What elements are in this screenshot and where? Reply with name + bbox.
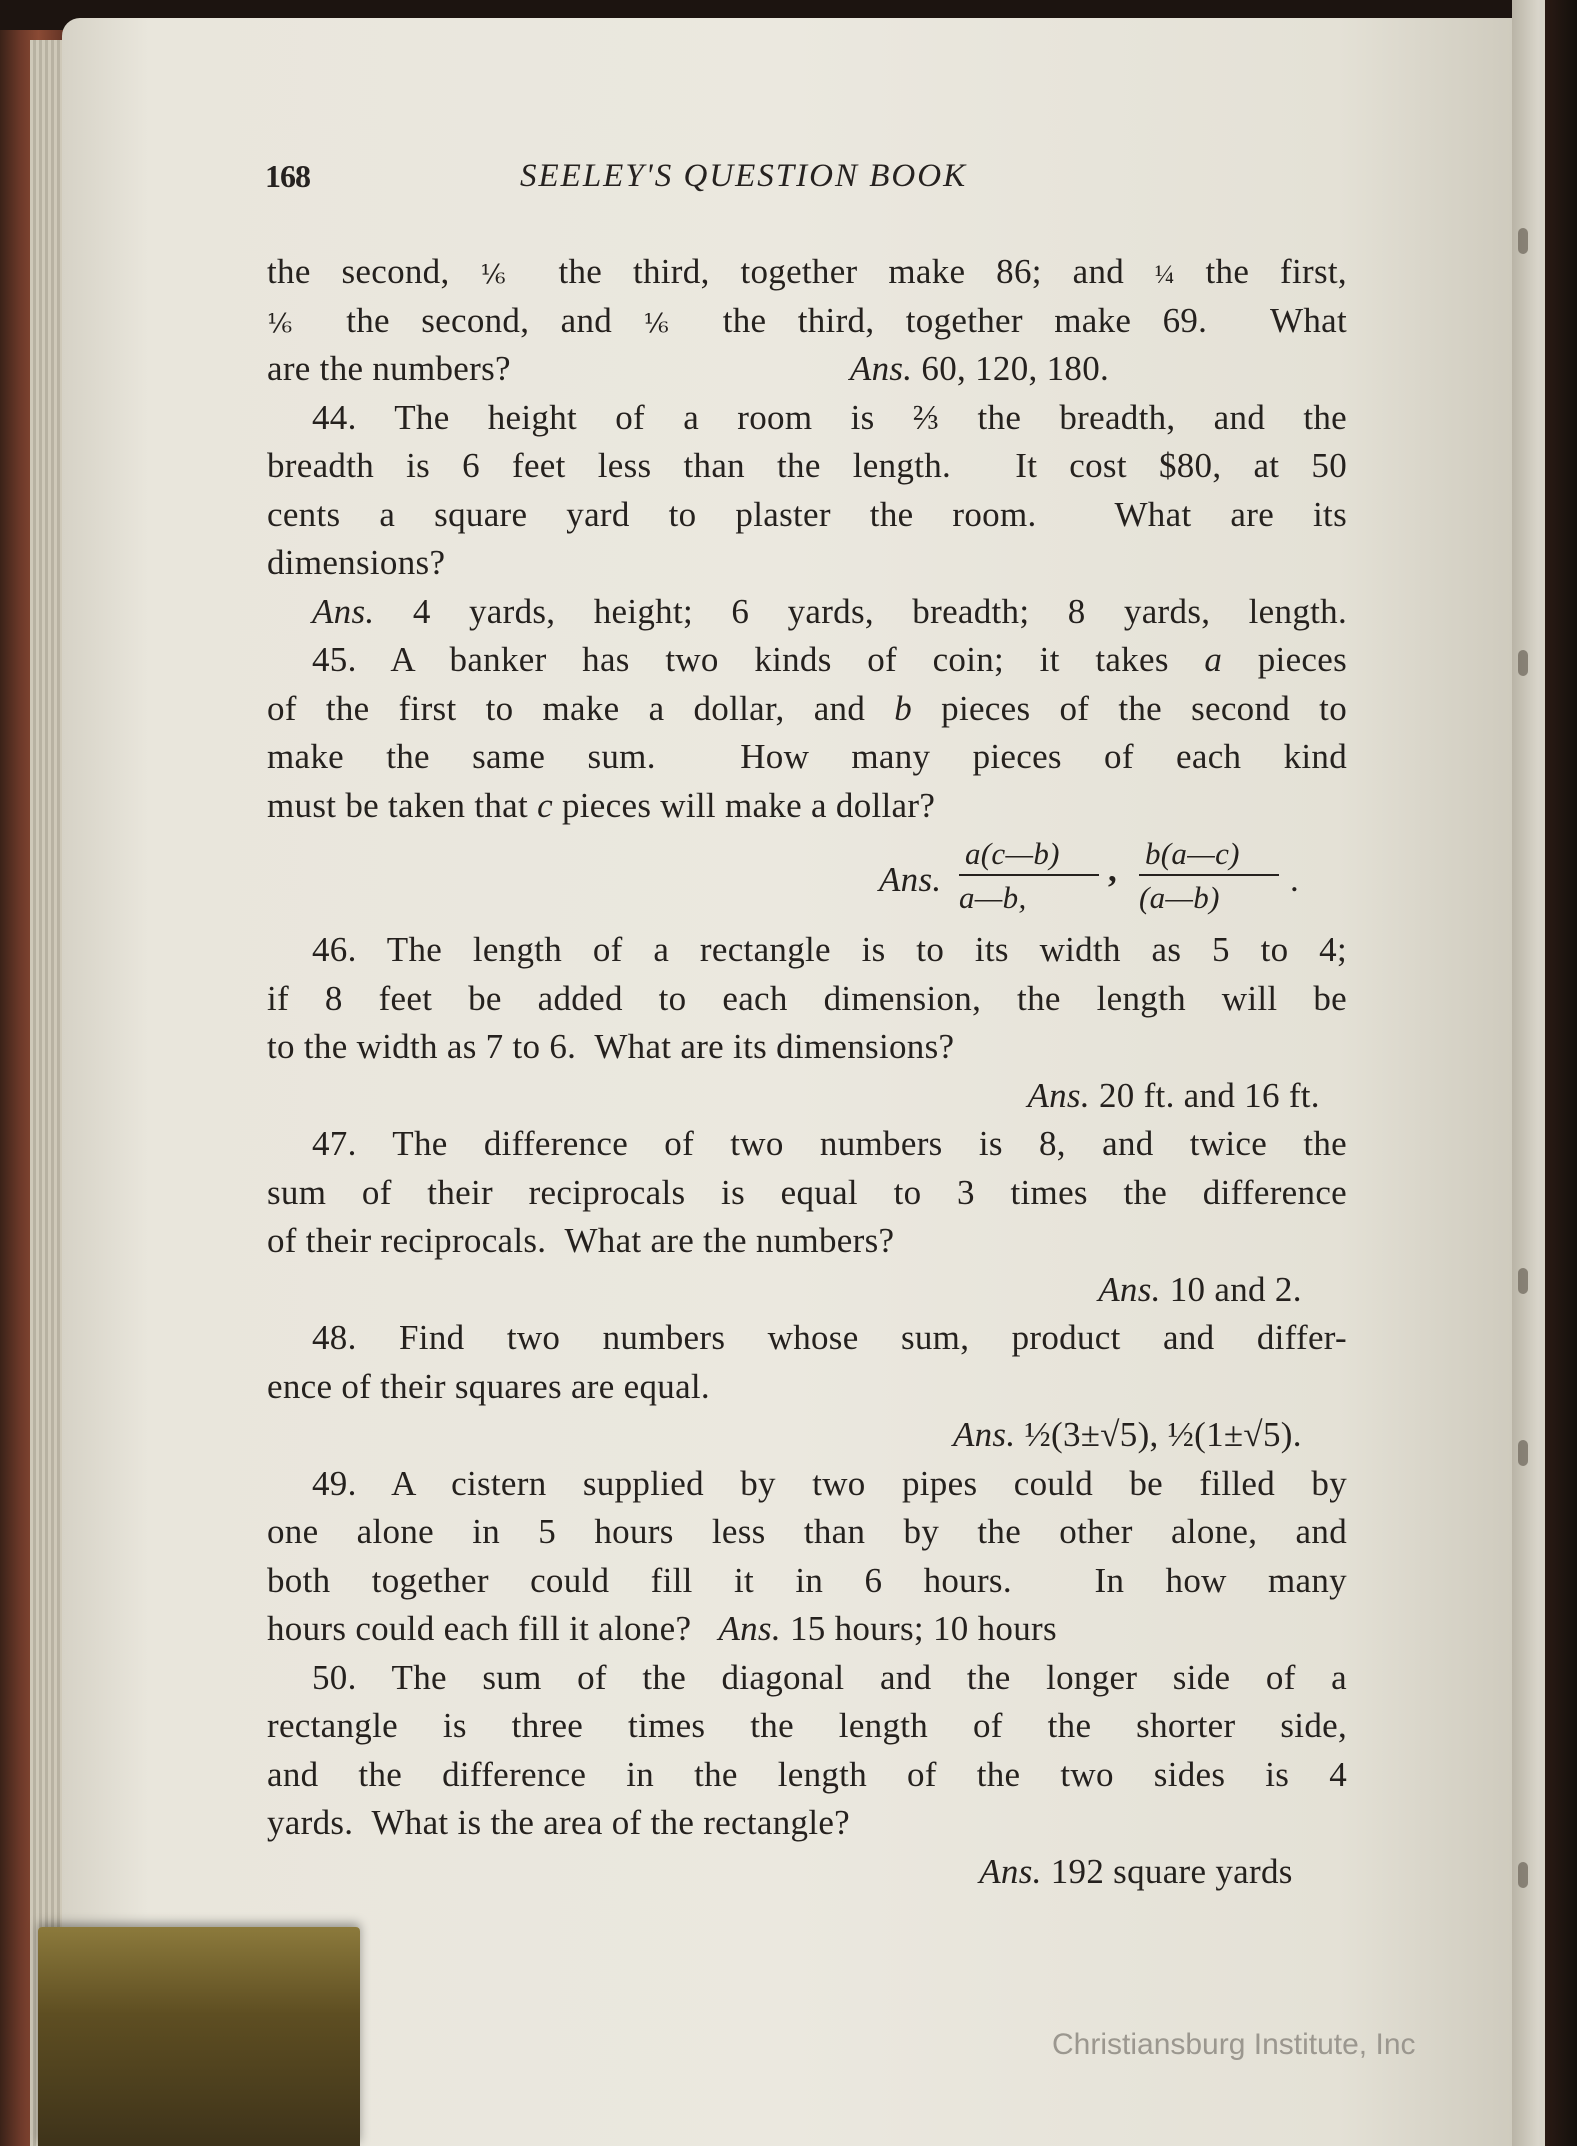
text-line — [267, 830, 1347, 926]
answer-fraction-2: $\frac{b(a—c)}{(a—b)}$ — [1139, 834, 1279, 920]
text-line: breadth is 6 feet less than the length. It cost $80, at 50 — [267, 446, 1347, 485]
binding-stitch — [1518, 228, 1528, 254]
text-line: 48. Find two numbers whose sum, product and differ- — [312, 1318, 1347, 1357]
text-line: Ans. 192 square yards — [979, 1851, 1347, 1891]
text-line: 46. The length of a rectangle is to its width as 5 to 4; — [312, 930, 1347, 969]
text-line: 45. A banker has two kinds of coin; it takes a pieces — [312, 640, 1347, 679]
binding-stitch — [1518, 1268, 1528, 1294]
page-number: 168 — [265, 158, 310, 194]
text-line: of the first to make a dollar, and b pieces of the second to — [267, 688, 1347, 728]
text-line: ence of their squares are equal. — [267, 1366, 710, 1406]
text-line: and the difference in the length of the two sides is 4 — [267, 1754, 1347, 1794]
text-line: make the same sum. How many pieces of each kind — [267, 737, 1347, 776]
text-line: one alone in 5 hours less than by the other alone, and — [267, 1512, 1347, 1551]
text-line: ⅙ the second, and ⅙ the third, together make 69. What — [267, 300, 1347, 340]
page-header — [265, 158, 1355, 198]
text-line: yards. What is the area of the rectangle? — [267, 1803, 851, 1842]
text-line: of their reciprocals. What are the numbers? — [267, 1221, 895, 1260]
text-line: if 8 feet be added to each dimension, the length will be — [267, 978, 1347, 1018]
text-line: sum of their reciprocals is equal to 3 times the difference — [267, 1172, 1347, 1212]
answer-label: Ans. — [879, 860, 942, 899]
binding-stitch — [1518, 1862, 1528, 1888]
text-line: 50. The sum of the diagonal and the longer side of a — [312, 1657, 1347, 1697]
text-line: 49. A cistern supplied by two pipes could be filled by — [312, 1463, 1347, 1503]
text-line: 47. The difference of two numbers is 8, and twice the — [312, 1124, 1347, 1163]
answer-45-fractions: Ans. $\frac{a(c—b)}{a—b,}$ , $\frac{b(a—c)}{(a—b)}$ . — [879, 830, 1299, 926]
bookmark-ribbon — [38, 1927, 360, 2146]
text-line: rectangle is three times the length of the shorter side, — [267, 1706, 1347, 1745]
text-line: Ans. 4 yards, height; 6 yards, breadth; 8 yards, length. — [312, 591, 1347, 631]
text-line: 44. The height of a room is ⅔ the breadth, and the — [312, 397, 1347, 437]
binding-stitch — [1518, 1440, 1528, 1466]
text-line: cents a square yard to plaster the room. What are its — [267, 494, 1347, 534]
text-line: hours could each fill it alone? Ans. 15 hours; 10 hours — [267, 1609, 1057, 1648]
running-title: SEELEY'S QUESTION BOOK — [520, 158, 968, 194]
text-line: Ans. 10 and 2. — [1098, 1269, 1347, 1309]
page-body-text — [267, 248, 1347, 1896]
answer-fraction-1: $\frac{a(c—b)}{a—b,}$ — [959, 834, 1099, 920]
text-line: Ans. ½(3±√5), ½(1±√5). — [952, 1415, 1347, 1454]
text-line: both together could fill it in 6 hours. In how many — [267, 1560, 1347, 1600]
text-line: Ans. 20 ft. and 16 ft. — [1027, 1075, 1347, 1115]
book-cover-edge — [1545, 0, 1577, 2146]
text-line: the second, ⅙ the third, together make 86; and ¼ the first, — [267, 252, 1347, 291]
watermark: Christiansburg Institute, Inc — [1052, 2028, 1416, 2061]
text-line: to the width as 7 to 6. What are its dimensions? — [267, 1027, 955, 1066]
binding-stitch — [1518, 650, 1528, 676]
text-line: are the numbers? Ans. 60, 120, 180. — [267, 349, 1110, 388]
text-line: dimensions? — [267, 543, 446, 582]
text-line: must be taken that c pieces will make a dollar? — [267, 785, 936, 825]
